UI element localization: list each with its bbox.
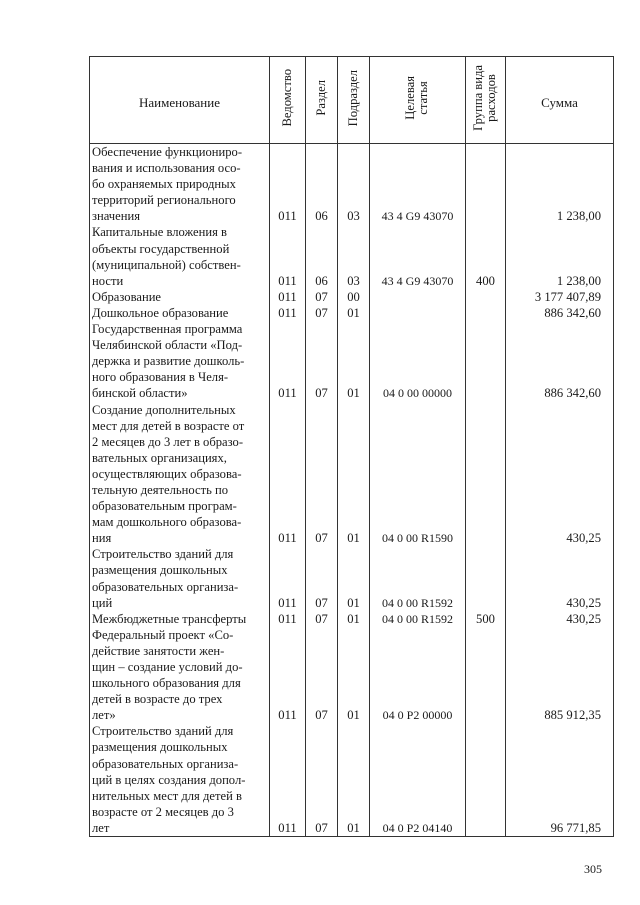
row-name: Дошкольное образование (90, 305, 270, 321)
row-name: Капитальные вложения в объекты государственной (муниципальной) собствен- ности (90, 224, 270, 288)
row-celevaya-statya: 04 0 P2 04140 (370, 723, 466, 836)
row-razdel: 06 (306, 144, 338, 225)
row-podrazdel: 01 (338, 321, 370, 401)
row-razdel: 07 (306, 402, 338, 547)
table-row (90, 723, 614, 836)
row-celevaya-statya: 04 0 00 R1592 (370, 546, 466, 610)
row-razdel: 07 (306, 611, 338, 627)
row-podrazdel: 01 (338, 305, 370, 321)
row-name: Федеральный проект «Со- действие занятости жен- щин – создание условий до- школьного образования для детей в возрасте до трех лет» (90, 627, 270, 724)
row-gruppa (466, 321, 506, 401)
table-row (90, 321, 614, 401)
header-podrazdel: Подраздел (338, 57, 370, 144)
row-name: Строительство зданий для размещения дошкольных образовательных организа- ций (90, 546, 270, 610)
row-podrazdel: 03 (338, 144, 370, 225)
row-vedomstvo: 011 (270, 305, 306, 321)
row-name: Образование (90, 289, 270, 305)
row-gruppa (466, 546, 506, 610)
row-podrazdel: 01 (338, 723, 370, 836)
row-gruppa: 400 (466, 224, 506, 288)
row-celevaya-statya (370, 305, 466, 321)
row-summa: 430,25 (506, 546, 614, 610)
row-podrazdel: 03 (338, 224, 370, 288)
row-celevaya-statya: 04 0 00 R1590 (370, 402, 466, 547)
row-vedomstvo: 011 (270, 224, 306, 288)
row-podrazdel: 01 (338, 627, 370, 724)
row-podrazdel: 01 (338, 611, 370, 627)
page-number: 305 (584, 862, 602, 876)
row-name: Межбюджетные трансферты (90, 611, 270, 627)
row-celevaya-statya: 43 4 G9 43070 (370, 224, 466, 288)
header-name: Наименование (90, 57, 270, 144)
row-celevaya-statya (370, 289, 466, 305)
row-podrazdel: 00 (338, 289, 370, 305)
row-gruppa (466, 723, 506, 836)
row-summa: 430,25 (506, 611, 614, 627)
table-row (90, 627, 614, 724)
row-name: Строительство зданий для размещения дошкольных образовательных организа- ций в целях создания допол- нительных мест для детей в возрасте от 2 месяцев до 3 лет (90, 723, 270, 836)
row-gruppa (466, 144, 506, 225)
row-vedomstvo: 011 (270, 144, 306, 225)
row-podrazdel: 01 (338, 546, 370, 610)
row-gruppa (466, 627, 506, 724)
row-vedomstvo: 011 (270, 289, 306, 305)
row-summa: 1 238,00 (506, 224, 614, 288)
row-razdel: 07 (306, 546, 338, 610)
row-vedomstvo: 011 (270, 611, 306, 627)
row-razdel: 06 (306, 224, 338, 288)
table-row (90, 224, 614, 288)
row-vedomstvo: 011 (270, 402, 306, 547)
row-vedomstvo: 011 (270, 321, 306, 401)
row-summa: 886 342,60 (506, 305, 614, 321)
row-name: Создание дополнительных мест для детей в возрасте от 2 месяцев до 3 лет в образо- вательных организациях, осуществляющих образова- тельную деятельность по образовательным програм- мам дошкольного образова- ния (90, 402, 270, 547)
budget-table (89, 56, 614, 837)
row-celevaya-statya: 04 0 P2 00000 (370, 627, 466, 724)
row-celevaya-statya: 04 0 00 R1592 (370, 611, 466, 627)
row-name: Государственная программа Челябинской области «Под- держка и развитие дошколь- ного образования в Челя- бинской области» (90, 321, 270, 401)
table-header-row (90, 57, 614, 144)
header-summa: Сумма (506, 57, 614, 144)
table-row (90, 611, 614, 627)
row-razdel: 07 (306, 723, 338, 836)
table-row (90, 144, 614, 225)
row-vedomstvo: 011 (270, 627, 306, 724)
row-summa: 885 912,35 (506, 627, 614, 724)
header-razdel: Раздел (306, 57, 338, 144)
row-gruppa (466, 305, 506, 321)
row-gruppa (466, 289, 506, 305)
row-celevaya-statya: 04 0 00 00000 (370, 321, 466, 401)
table-row (90, 305, 614, 321)
row-gruppa (466, 402, 506, 547)
row-vedomstvo: 011 (270, 546, 306, 610)
row-vedomstvo: 011 (270, 723, 306, 836)
header-gruppa-vida-raskhodov: Группа вида расходов (466, 57, 506, 144)
row-summa: 1 238,00 (506, 144, 614, 225)
table-row (90, 546, 614, 610)
row-summa: 96 771,85 (506, 723, 614, 836)
row-summa: 430,25 (506, 402, 614, 547)
row-summa: 886 342,60 (506, 321, 614, 401)
row-razdel: 07 (306, 627, 338, 724)
row-razdel: 07 (306, 305, 338, 321)
header-vedomstvo: Ведомство (270, 57, 306, 144)
table-row (90, 289, 614, 305)
row-summa: 3 177 407,89 (506, 289, 614, 305)
header-celevaya-statya: Целевая статья (370, 57, 466, 144)
row-celevaya-statya: 43 4 G9 43070 (370, 144, 466, 225)
row-gruppa: 500 (466, 611, 506, 627)
row-name: Обеспечение функциониро- вания и использования осо- бо охраняемых природных территорий регионального значения (90, 144, 270, 225)
row-razdel: 07 (306, 321, 338, 401)
row-podrazdel: 01 (338, 402, 370, 547)
table-row (90, 402, 614, 547)
row-razdel: 07 (306, 289, 338, 305)
